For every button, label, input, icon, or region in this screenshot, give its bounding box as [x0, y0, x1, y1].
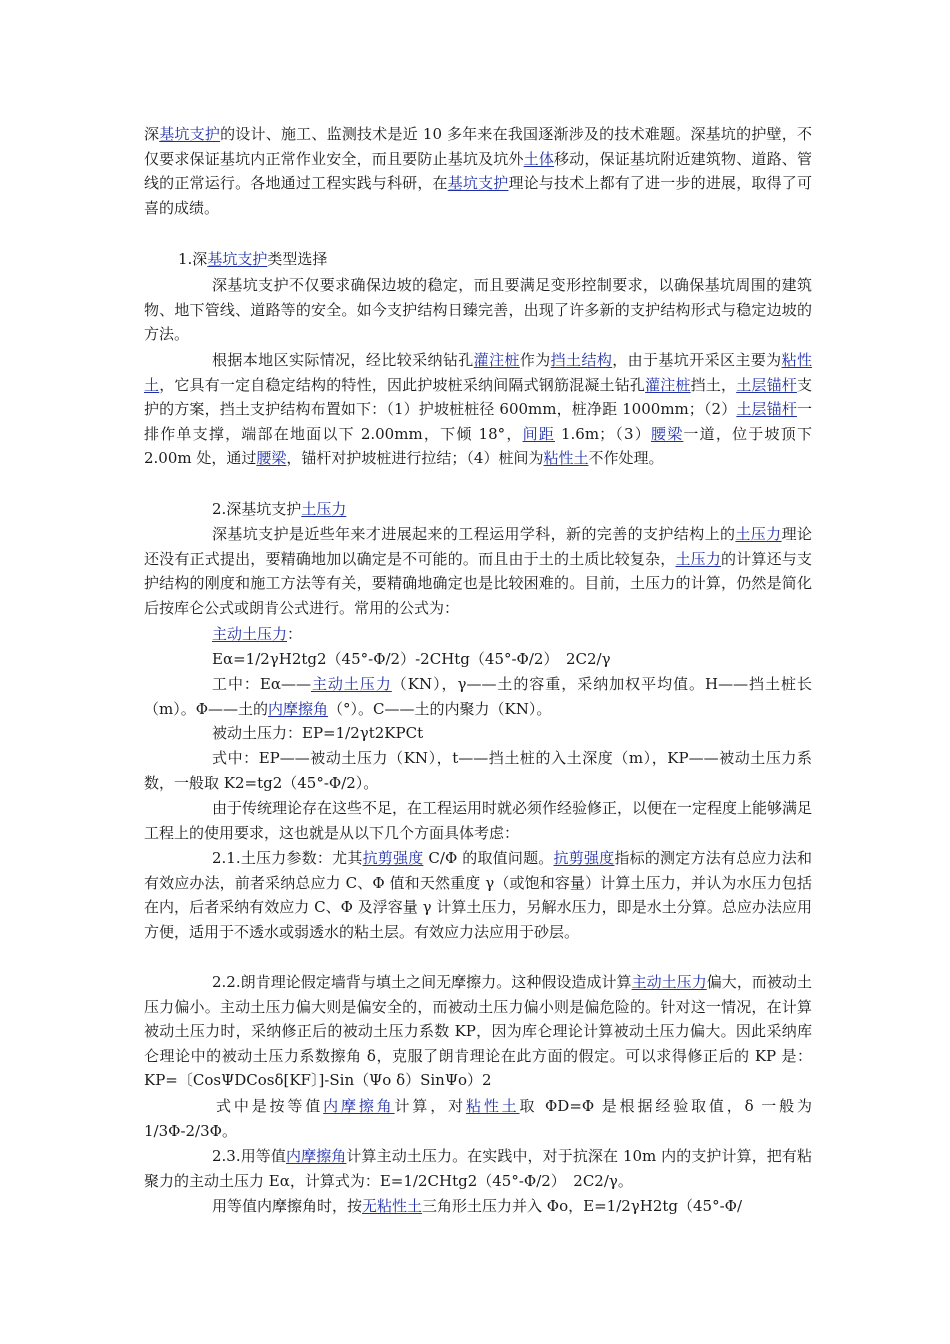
text-run: ，它具有一定自稳定结构的特性，因此护坡桩采纳间隔式钢筋混凝土钻孔: [159, 375, 646, 394]
term-link[interactable]: 腰梁: [256, 449, 287, 467]
text-run: 2.1.土压力参数：尤其: [212, 849, 363, 867]
text-run: ：: [287, 625, 303, 643]
text-run: Eα=1/2γH2tg2（45°-Φ/2）-2CHtg（45°-Φ/2） 2C2/γ: [212, 650, 611, 668]
text-run: 取 ΦD=Φ 是根据经验取值，δ 一般为 1/3Φ-2/3Φ。: [144, 1097, 812, 1140]
text-run: 被动土压力：EP=1/2γt2KPCt: [212, 724, 424, 742]
text-run: 三角形土压力并入 Φo，E=1/2γH2tg（45°-Φ/: [422, 1197, 743, 1215]
term-link[interactable]: 土压力: [301, 500, 347, 518]
text-run: C/Φ 的取值问题。: [423, 849, 554, 867]
text-run: 用等值内摩擦角时，按: [212, 1197, 363, 1215]
paragraph-2-2-note: [144, 1094, 812, 1143]
term-link[interactable]: 土压力: [675, 549, 722, 568]
text-run: 指标的测定方法有总应力法和有效应办法，前者采纳总应力 C、Φ 值和天然重度 γ（或饱和容量）计算土压力，并认为水压力包括在内，后者采纳有效应力 C、Φ 及浮容量 γ 计算土压力，另解水压力，即是水土分算。总应办法应用方便，适用于不透水或弱透水的粘土层。有效应力法应用于砂层。: [144, 849, 812, 941]
paragraph-intro: [144, 122, 812, 220]
term-link[interactable]: 土层锚杆: [736, 375, 797, 394]
text-run: 类型选择: [267, 250, 328, 268]
text-run: 一道，位于坡顶下 2.00m 处，通过: [144, 424, 812, 467]
paragraph-2-1-params: [144, 846, 812, 944]
term-link[interactable]: 主动土压力: [212, 625, 288, 643]
text-run: （KN），γ——土的容重，采纳加权平均值。H——挡土桩长（m）。Φ——土的: [144, 675, 812, 718]
text-run: 的计算还与支护结构的刚度和施工方法等有关，要精确地确定也是比较困难的。目前，土压力的计算，仍然是简化后按库仑公式或朗肯公式进行。常用的公式为：: [144, 549, 812, 617]
term-link[interactable]: 粘性土: [543, 449, 589, 467]
text-run: 1.6m；（3）: [555, 424, 651, 443]
formula-passive-pressure: [212, 721, 812, 746]
paragraph-formula-explain: [144, 672, 812, 721]
term-link[interactable]: 基坑支护: [159, 125, 221, 143]
term-link[interactable]: 粘性土: [144, 351, 812, 394]
text-run: ，由于基坑开采区主要为: [612, 351, 782, 369]
text-run: 工中：Eα——: [212, 675, 311, 693]
text-run: 深基坑支护是近些年来才进展起来的工程运用学科，新的完善的支护结构上的: [212, 525, 736, 543]
heading-section-2: [212, 497, 812, 522]
term-link[interactable]: 抗剪强度: [553, 849, 615, 867]
text-run: 作为: [519, 351, 551, 369]
heading-section-1: [178, 247, 812, 272]
term-link[interactable]: 土压力: [735, 525, 782, 543]
term-link[interactable]: 粘性土: [465, 1097, 520, 1115]
term-link[interactable]: 灌注桩: [645, 375, 691, 394]
text-run: 移动，保证基坑附近建筑物、道路、管线的正常运行。各地通过工程实践与科研，在: [144, 149, 812, 192]
term-link[interactable]: 灌注桩: [473, 351, 520, 369]
text-run: 2.3.用等值: [212, 1147, 287, 1165]
term-link[interactable]: 土体: [523, 149, 555, 168]
text-run: （°）。C——土的内聚力（KN）。: [328, 699, 552, 718]
text-run: 1.深: [178, 250, 208, 268]
term-link[interactable]: 主动土压力: [310, 675, 392, 693]
term-link[interactable]: 挡土结构: [550, 351, 613, 369]
formula-active-pressure: [212, 647, 812, 672]
paragraph-passive-explain: [144, 746, 812, 795]
text-run: 挡土，: [690, 375, 737, 394]
text-run: 的设计、施工、监测技术是近 10 多年来在我国逐渐涉及的技术难题。深基坑的护壁，不仅要求保证基坑内正常作业安全，而且要防止基坑及坑外: [144, 125, 812, 168]
text-run: 式中是按等值: [216, 1097, 324, 1115]
term-link[interactable]: 主动土压力: [631, 973, 707, 991]
text-run: 深基坑支护不仅要求确保边坡的稳定，而且要满足变形控制要求，以确保基坑周围的建筑物、地下管线、道路等的安全。如今支护结构日臻完善，出现了许多新的支护结构形式与稳定边坡的方法。: [144, 276, 812, 343]
text-run: 深: [144, 125, 160, 143]
term-link[interactable]: 基坑支护: [447, 174, 509, 192]
text-run: 2.2.朗肯理论假定墙背与填土之间无摩擦力。这种假设造成计算: [212, 973, 632, 991]
term-link[interactable]: 基坑支护: [207, 250, 268, 268]
text-run: 根据本地区实际情况，经比较采纳钻孔: [212, 351, 474, 369]
term-link[interactable]: 内摩擦角: [286, 1147, 347, 1165]
text-run: 2.深基坑支护: [212, 500, 302, 518]
term-link[interactable]: 无粘性土: [362, 1197, 423, 1215]
text-run: ，锚杆对护坡桩进行拉结；（4）桩间为: [286, 449, 544, 467]
text-run: 计算主动土压力。在实践中，对于抗深在 10m 内的支护计算，把有粘聚力的主动土压力 Eα，计算式为：E=1/2CHtg2（45°-Φ/2） 2C2/γ。: [144, 1147, 812, 1190]
text-run: 偏大，而被动土压力偏小。主动土压力偏大则是偏安全的，而被动土压力偏小则是偏危险的。针对这一情况，在计算被动土压力时，采纳修正后的被动土压力系数 KP，因为库仑理论计算被动土压力偏大。因此采纳库仑理论中的被动土压力系数擦角 δ，克服了朗肯理论在此方面的假定。可以求得修正后的 KP 是：KP=〔CosΨDCosδ[KF〕]-Sin（Ψo δ）SinΨo）2: [144, 973, 812, 1089]
paragraph-1-1: [144, 273, 812, 347]
text-run: 理论与技术上都有了进一步的进展，取得了可喜的成绩。: [144, 174, 812, 217]
paragraph-2-2-rankine: [144, 970, 812, 1093]
term-link[interactable]: 土层锚杆: [736, 400, 797, 418]
text-run: 一排作单支撑，端部在地面以下 2.00mm，下倾 18°，: [144, 400, 812, 443]
text-run: 由于传统理论存在这些不足，在工程运用时就必须作经验修正，以便在一定程度上能够满足工程上的使用要求，这也就是从以下几个方面具体考虑：: [144, 799, 813, 842]
term-link[interactable]: 内摩擦角: [268, 699, 329, 718]
term-link[interactable]: 间距: [522, 424, 555, 443]
text-run: 理论还没有正式提出，要精确地加以确定是不可能的。而且由于土的土质比较复杂，: [144, 525, 812, 568]
text-run: 式中：EP——被动土压力（KN），t——挡土桩的入土深度（m），KP——被动土压力系数，一般取 K2=tg2（45°-Φ/2）。: [144, 749, 812, 792]
paragraph-2-1: [144, 522, 812, 620]
formula-label-active: [212, 622, 812, 647]
text-run: 不作处理。: [588, 449, 664, 467]
term-link[interactable]: 抗剪强度: [362, 849, 424, 867]
paragraph-2-3-equivalent: [144, 1144, 812, 1193]
paragraph-2-3-cont: [144, 1194, 812, 1219]
term-link[interactable]: 内摩擦角: [323, 1097, 395, 1115]
text-run: 支护的方案，挡土支护结构布置如下：（1）护坡桩桩径 600mm，桩净距 1000mm；（2）: [144, 375, 812, 418]
text-run: 计算，对: [394, 1097, 466, 1115]
paragraph-1-2: [144, 348, 812, 471]
paragraph-correction: [144, 796, 812, 845]
term-link[interactable]: 腰梁: [650, 424, 684, 443]
